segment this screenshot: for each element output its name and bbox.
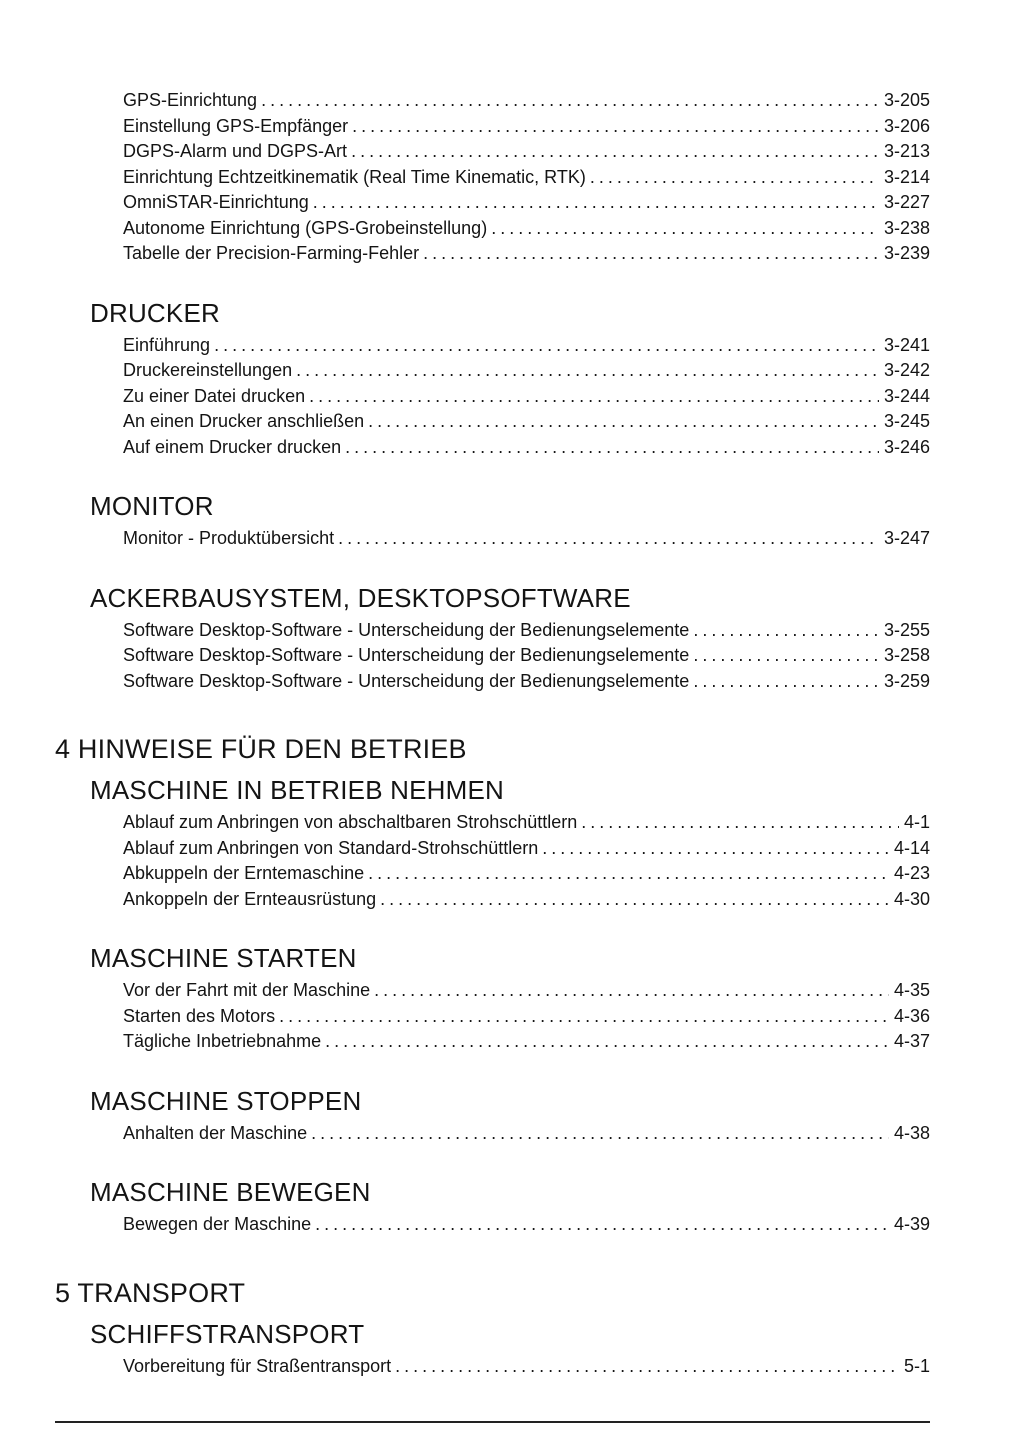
toc-entry-label: Vor der Fahrt mit der Maschine [123,980,371,1000]
section-block [55,582,930,695]
section-title: SCHIFFSTRANSPORT [90,1318,365,1349]
toc-entry-label: Software Desktop-Software - Unterscheidung der Bedienungselemente [123,670,690,691]
toc-entry-page: 3-245 [883,411,930,431]
toc-entry-page: 4-36 [893,1005,930,1026]
toc-entry [123,241,930,267]
toc-entry-page: 3-213 [883,141,930,161]
dot-leader [380,887,889,913]
toc-entry-label: Software Desktop-Software - Unterscheidung der Bedienungselemente [123,619,690,640]
dot-leader [311,1121,889,1147]
section-title: MASCHINE BEWEGEN [90,1177,371,1207]
toc-entry-page: 5-1 [903,1355,930,1376]
toc-entry-label: An einen Drucker anschließen [123,411,365,431]
dot-leader [352,114,879,140]
dot-leader [491,216,879,242]
toc-entry-label: Software Desktop-Software - Unterscheidung der Bedienungselemente [123,645,690,665]
toc-entry-page: 3-227 [883,192,930,212]
section-block [55,297,930,461]
dot-leader [345,435,879,461]
toc-entry-label: Starten des Motors [123,1005,276,1026]
dot-leader [313,190,879,216]
toc-entry-label: Abkuppeln der Erntemaschine [123,863,365,883]
toc-entry-page: 3-246 [883,436,930,457]
toc-entry [123,526,930,552]
dot-leader [279,1004,889,1030]
section-title: DRUCKER [90,297,220,328]
section-title: MASCHINE IN BETRIEB NEHMEN [90,775,505,805]
dot-leader [325,1029,889,1055]
toc-entry-page: 4-23 [893,863,930,883]
toc-entry-page: 3-258 [883,645,930,665]
chapter-block [55,732,930,766]
bottom-rule [55,1421,930,1423]
toc-entry-page: 3-239 [883,243,930,263]
toc-entry [123,139,930,165]
dot-leader [395,1354,899,1380]
toc-entry-label: Einführung [123,334,211,355]
dot-leader [261,88,879,114]
chapter-block [55,1276,930,1310]
toc-entry-label: OmniSTAR-Einrichtung [123,192,309,212]
toc-entry-label: Ankoppeln der Ernteausrüstung [123,888,377,909]
toc-entry [123,1354,930,1380]
toc-entry [123,435,930,461]
dot-leader [374,978,889,1004]
dot-leader [590,165,879,191]
dot-leader [351,139,879,165]
toc-entry [123,810,930,836]
toc-entry [123,1121,930,1147]
section-block [55,1085,930,1147]
toc-entry-page: 3-214 [883,166,930,187]
toc-entry [123,88,930,114]
toc-entry-label: Tabelle der Precision-Farming-Fehler [123,243,420,263]
toc-entry [123,216,930,242]
chapter-title: 4 HINWEISE FÜR DEN BETRIEB [55,734,467,764]
toc-entry-label: Druckereinstellungen [123,360,293,380]
toc-entry-page: 3-241 [883,334,930,355]
toc [55,88,930,1379]
toc-entry-label: Auf einem Drucker drucken [123,436,342,457]
toc-entry-page: 3-205 [883,90,930,110]
toc-entry-page: 3-259 [883,670,930,691]
toc-entry-label: Anhalten der Maschine [123,1122,308,1143]
toc-entry-page: 4-38 [893,1122,930,1143]
toc-entry-label: Monitor - Produktübersicht [123,528,335,548]
toc-entry [123,1212,930,1238]
toc-entry [123,643,930,669]
dot-leader [368,861,889,887]
toc-entry [123,978,930,1004]
toc-entry-label: Ablauf zum Anbringen von Standard-Strohschüttlern [123,837,539,858]
toc-entry-page: 3-247 [883,528,930,548]
dot-leader [309,384,879,410]
toc-entry [123,887,930,913]
toc-entry-page: 4-39 [893,1214,930,1234]
toc-entry-page: 3-238 [883,217,930,238]
section-block [55,1176,930,1238]
toc-entry [123,190,930,216]
toc-entry-label: Einrichtung Echtzeitkinematik (Real Time Kinematic, RTK) [123,166,586,187]
toc-entry-page: 3-244 [883,385,930,406]
dot-leader [693,669,879,695]
dot-leader [296,358,879,384]
dot-leader [693,643,879,669]
section-block [55,942,930,1055]
section-block [55,774,930,912]
section-block [55,490,930,552]
toc-entry-label: DGPS-Alarm und DGPS-Art [123,141,348,161]
toc-entry-page: 3-242 [883,360,930,380]
toc-entry [123,836,930,862]
section-title: MONITOR [90,491,214,521]
toc-entry [123,669,930,695]
entries-block [55,88,930,267]
dot-leader [542,836,889,862]
toc-entry-label: Zu einer Datei drucken [123,385,306,406]
toc-entry-label: Bewegen der Maschine [123,1214,312,1234]
section-title: MASCHINE STARTEN [90,943,357,973]
toc-entry-page: 4-30 [893,888,930,909]
dot-leader [693,618,879,644]
chapter-title: 5 TRANSPORT [55,1277,246,1308]
toc-entry [123,114,930,140]
toc-entry [123,861,930,887]
toc-entry [123,1029,930,1055]
toc-entry-label: Ablauf zum Anbringen von abschaltbaren Strohschüttlern [123,812,578,832]
dot-leader [368,409,879,435]
toc-entry [123,165,930,191]
section-title: MASCHINE STOPPEN [90,1085,362,1116]
dot-leader [581,810,899,836]
toc-entry-page: 4-37 [893,1031,930,1051]
toc-entry-label: Einstellung GPS-Empfänger [123,115,349,136]
toc-entry [123,1004,930,1030]
section-title: ACKERBAUSYSTEM, DESKTOPSOFTWARE [90,582,631,613]
dot-leader [214,333,879,359]
toc-entry-label: Tägliche Inbetriebnahme [123,1031,322,1051]
toc-entry [123,358,930,384]
toc-entry-label: Vorbereitung für Straßentransport [123,1355,392,1376]
toc-entry-page: 3-206 [883,115,930,136]
toc-entry-page: 3-255 [883,619,930,640]
toc-entry-page: 4-1 [903,812,930,832]
section-block [55,1318,930,1380]
toc-entry-page: 4-35 [893,980,930,1000]
toc-entry-label: GPS-Einrichtung [123,90,258,110]
dot-leader [315,1212,889,1238]
toc-entry [123,618,930,644]
toc-entry [123,409,930,435]
toc-entry [123,333,930,359]
toc-entry-label: Autonome Einrichtung (GPS-Grobeinstellung) [123,217,488,238]
toc-entry [123,384,930,410]
dot-leader [423,241,879,267]
toc-entry-page: 4-14 [893,837,930,858]
dot-leader [338,526,879,552]
